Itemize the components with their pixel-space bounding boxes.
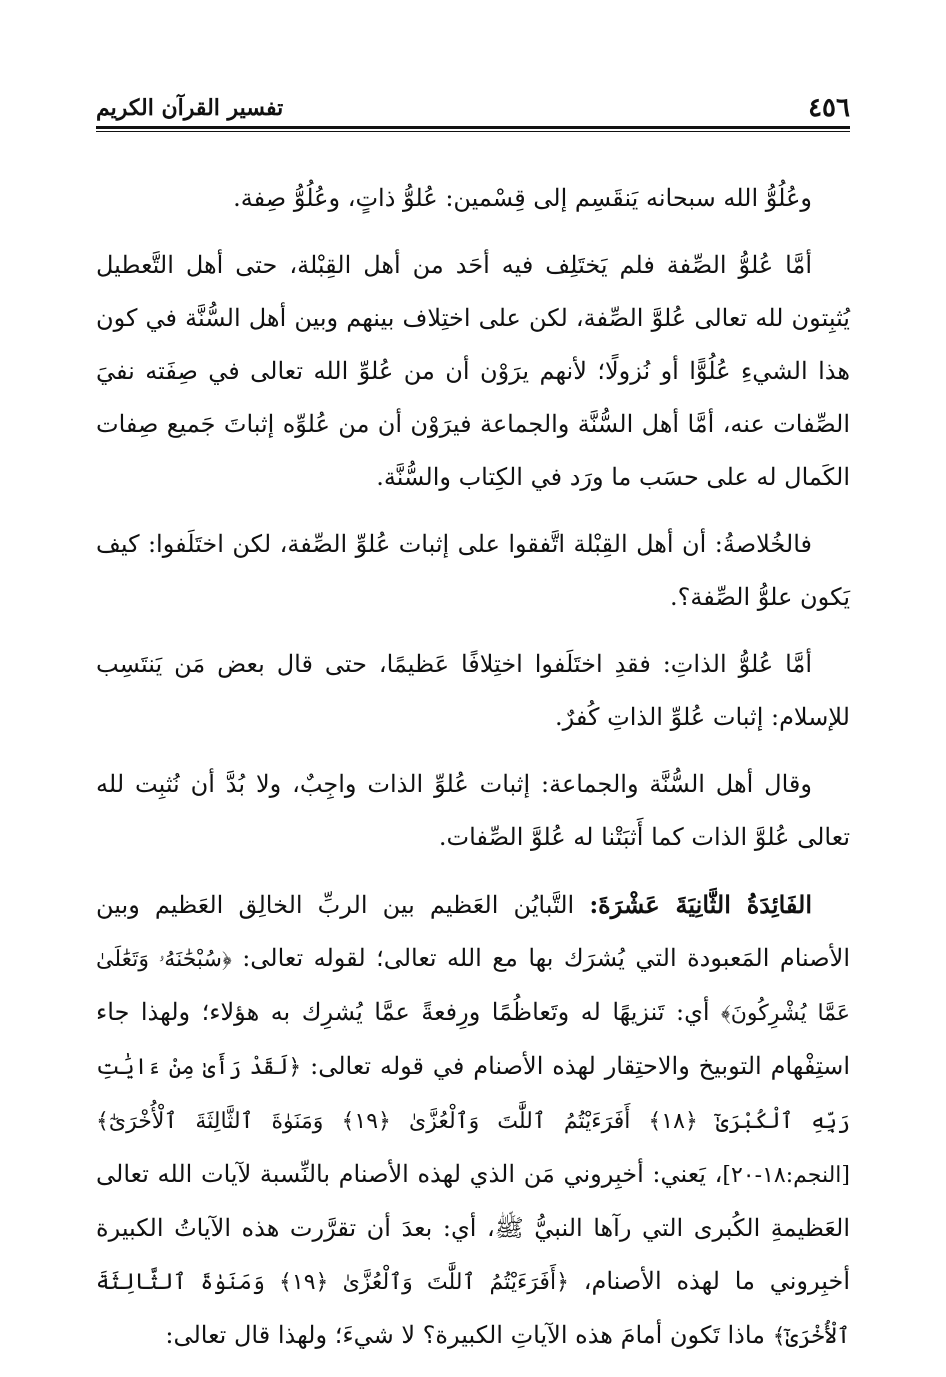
- paragraph-6: [96, 878, 850, 1363]
- quran-verse-1: ﴿سُبْحَٰنَهُۥ وَتَعَٰلَىٰ عَمَّا يُشْرِكُونَ﴾: [96, 947, 850, 1026]
- paragraph-5: وقال أهل السُّنَّة والجماعة: إثبات عُلوِّ الذات واجِبٌ، ولا بُدَّ أن نُثبِت لله تعالى عُلوَّ الذات كما أَثبَتْنا له عُلوَّ الصِّفات.: [96, 770, 850, 851]
- verse-citation: [النجم:١٨-٢٠]: [722, 1163, 850, 1188]
- section-heading: الفَائِدَةُ الثَّانِيَةَ عَشْرَةَ:: [589, 890, 812, 919]
- paragraph-1: وعُلُوُّ الله سبحانه يَنقَسِم إلى قِسْمين: عُلوُّ ذاتٍ، وعُلُوُّ صِفة.: [233, 184, 812, 212]
- quran-verse-3: ﴿أَفَرَءَيْتُمُ ٱللَّٰتَ وَٱلْعُزَّىٰ ﴿١٩﴾ وَمَنَوٰةَ ٱلثَّالِثَةَ ٱلْأُخْرَىٰٓ﴾: [96, 1270, 850, 1349]
- quran-verse-2: ﴿لَقَدْ رَأَىٰ مِنْ ءَايَٰتِ رَبِّهِ ٱلْكُبْرَىٰٓ ﴿١٨﴾ أَفَرَءَيْتُمُ ٱللَّٰتَ وَٱلْعُزَّىٰ ﴿١٩﴾ وَمَنَوٰةَ ٱلثَّالِثَةَ ٱلْأُخْرَىٰٓ﴾: [96, 1055, 850, 1134]
- paragraph-6-text-c: ، يَعني: أخبِروني مَن الذي لهذه الأصنام بالنِّسبة لآيات الله تعالى العَظيمةِ الكُبرى التي رآها النبيُّ ﷺ، أي: بعدَ أن تقرَّرت هذه الآياتُ الكبيرة أخبِروني ما لهذه الأصنام،: [96, 1160, 850, 1295]
- header-rule: [96, 126, 850, 132]
- page-number: ٤٥٦: [808, 93, 850, 123]
- running-title: تفسير القرآن الكريم: [96, 95, 284, 121]
- paragraph-4: أمَّا عُلوُّ الذاتِ: فقدِ اختَلَفوا اختِلافًا عَظيمًا، حتى قال بعض مَن يَنتَسِب للإسلام: إثبات عُلوِّ الذاتِ كُفرٌ.: [96, 650, 850, 731]
- paragraph-6-text-b: أي: تَنزيهًا له وتَعاظُمًا ورِفعةً عمَّا يُشرِك به هؤلاء؛ ولهذا جاء استِفْهام التوبيخ والاحتِقار لهذه الأصنام في قوله تعالى:: [96, 998, 850, 1080]
- paragraph-3: فالخُلاصةُ: أن أهل القِبْلة اتَّفقوا على إثبات عُلوِّ الصِّفة، لكن اختَلَفوا: كيف يَكون علوُّ الصِّفة؟.: [96, 530, 850, 611]
- page-body: [96, 172, 850, 1377]
- paragraph-2: أمَّا عُلوُّ الصِّفة فلم يَختَلِف فيه أحَد من أهل القِبْلة، حتى أهل التَّعطيل يُثبِتون لله تعالى عُلوَّ الصِّفة، لكن على اختِلاف بينهم وبين أهل السُّنَّة في كون هذا الشيءِ عُلُوًّا أو نُزولًا؛ لأنهم يرَوْن أن من عُلوِّ الله تعالى في صِفَته نفيَ الصِّفات عنه، أمَّا أهل السُّنَّة والجماعة فيرَوْن أن من عُلوِّه إثباتَ جَميع صِفات الكَمال له على حسَب ما ورَد في الكِتاب والسُّنَّة.: [96, 251, 850, 491]
- page-header: [96, 92, 850, 124]
- paragraph-6-text-d: ماذا تَكون أمامَ هذه الآياتِ الكبيرة؟ لا شيءَ؛ ولهذا قال تعالى:: [165, 1321, 773, 1349]
- paragraph-6-text-a: التَّبايُن العَظيم بين الربِّ الخالِق العَظيم وبين الأصنام المَعبودة التي يُشرَك بها مع الله تعالى؛ لقوله تعالى:: [96, 891, 850, 972]
